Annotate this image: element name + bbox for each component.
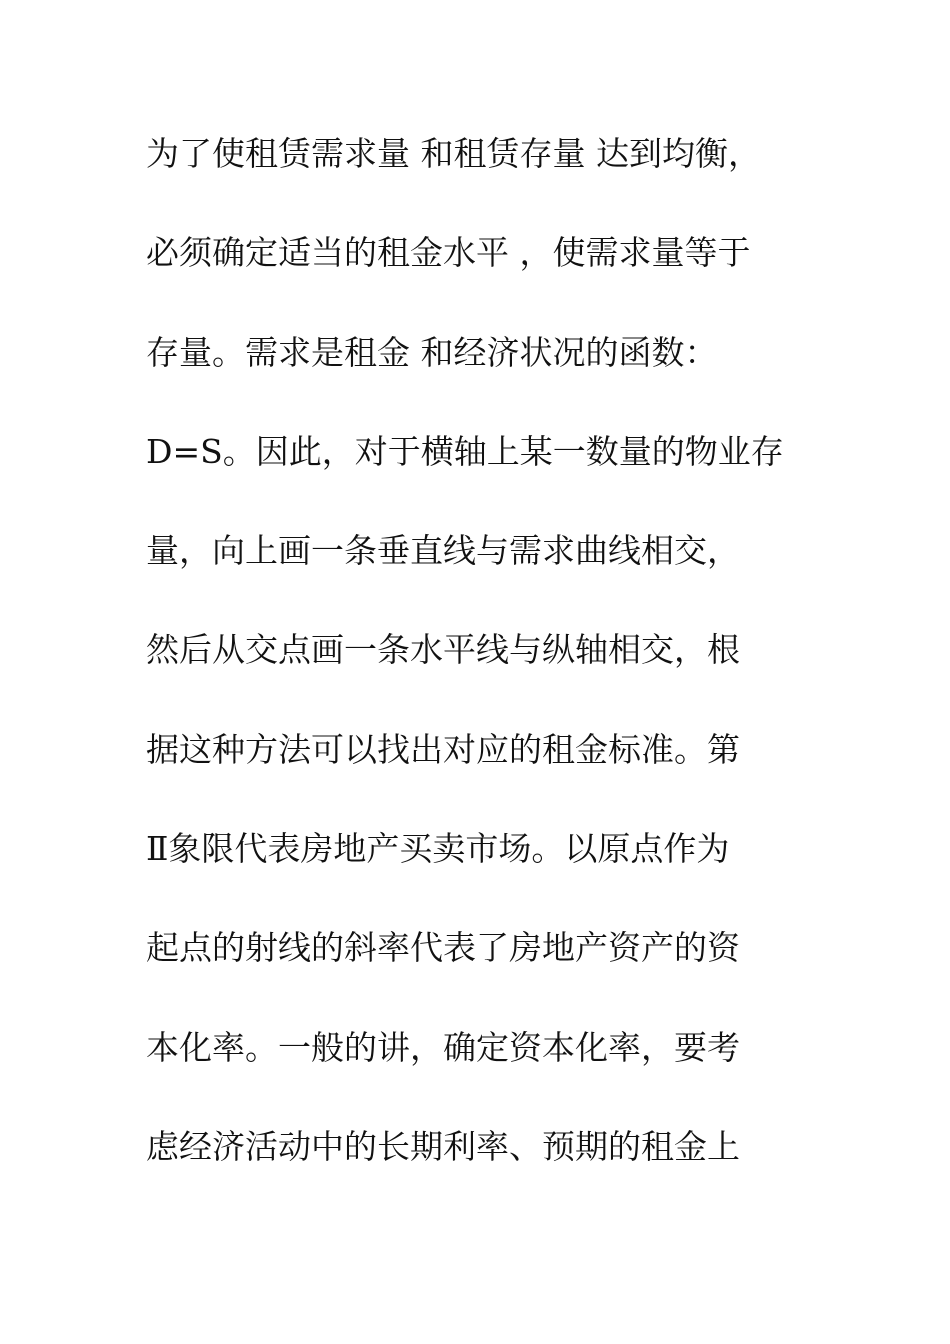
text-line: 起点的射线的斜率代表了房地产资产的资 xyxy=(146,928,740,968)
text-line: Ⅱ象限代表房地产买卖市场。以原点作为 xyxy=(146,829,730,869)
text-line: 量，向上画一条垂直线与需求曲线相交， xyxy=(146,531,740,571)
text-line: 虑经济活动中的长期利率、预期的租金上 xyxy=(146,1126,740,1166)
body-text xyxy=(146,124,806,1216)
text-line: 为了使租赁需求量 和租赁存量 达到均衡， xyxy=(146,134,761,173)
text-line: 据这种方法可以找出对应的租金标准。第 xyxy=(146,729,740,769)
text-line: D=S。因此，对于横轴上某一数量的物业存 xyxy=(146,431,784,471)
text-line: 必须确定适当的租金水平 ，使需求量等于 xyxy=(146,233,751,273)
text-line: 然后从交点画一条水平线与纵轴相交，根 xyxy=(146,630,740,670)
text-line: 本化率。一般的讲，确定资本化率，要考 xyxy=(146,1027,740,1067)
text-line: 存量。需求是租金 和经济状况的函数： xyxy=(146,332,718,372)
